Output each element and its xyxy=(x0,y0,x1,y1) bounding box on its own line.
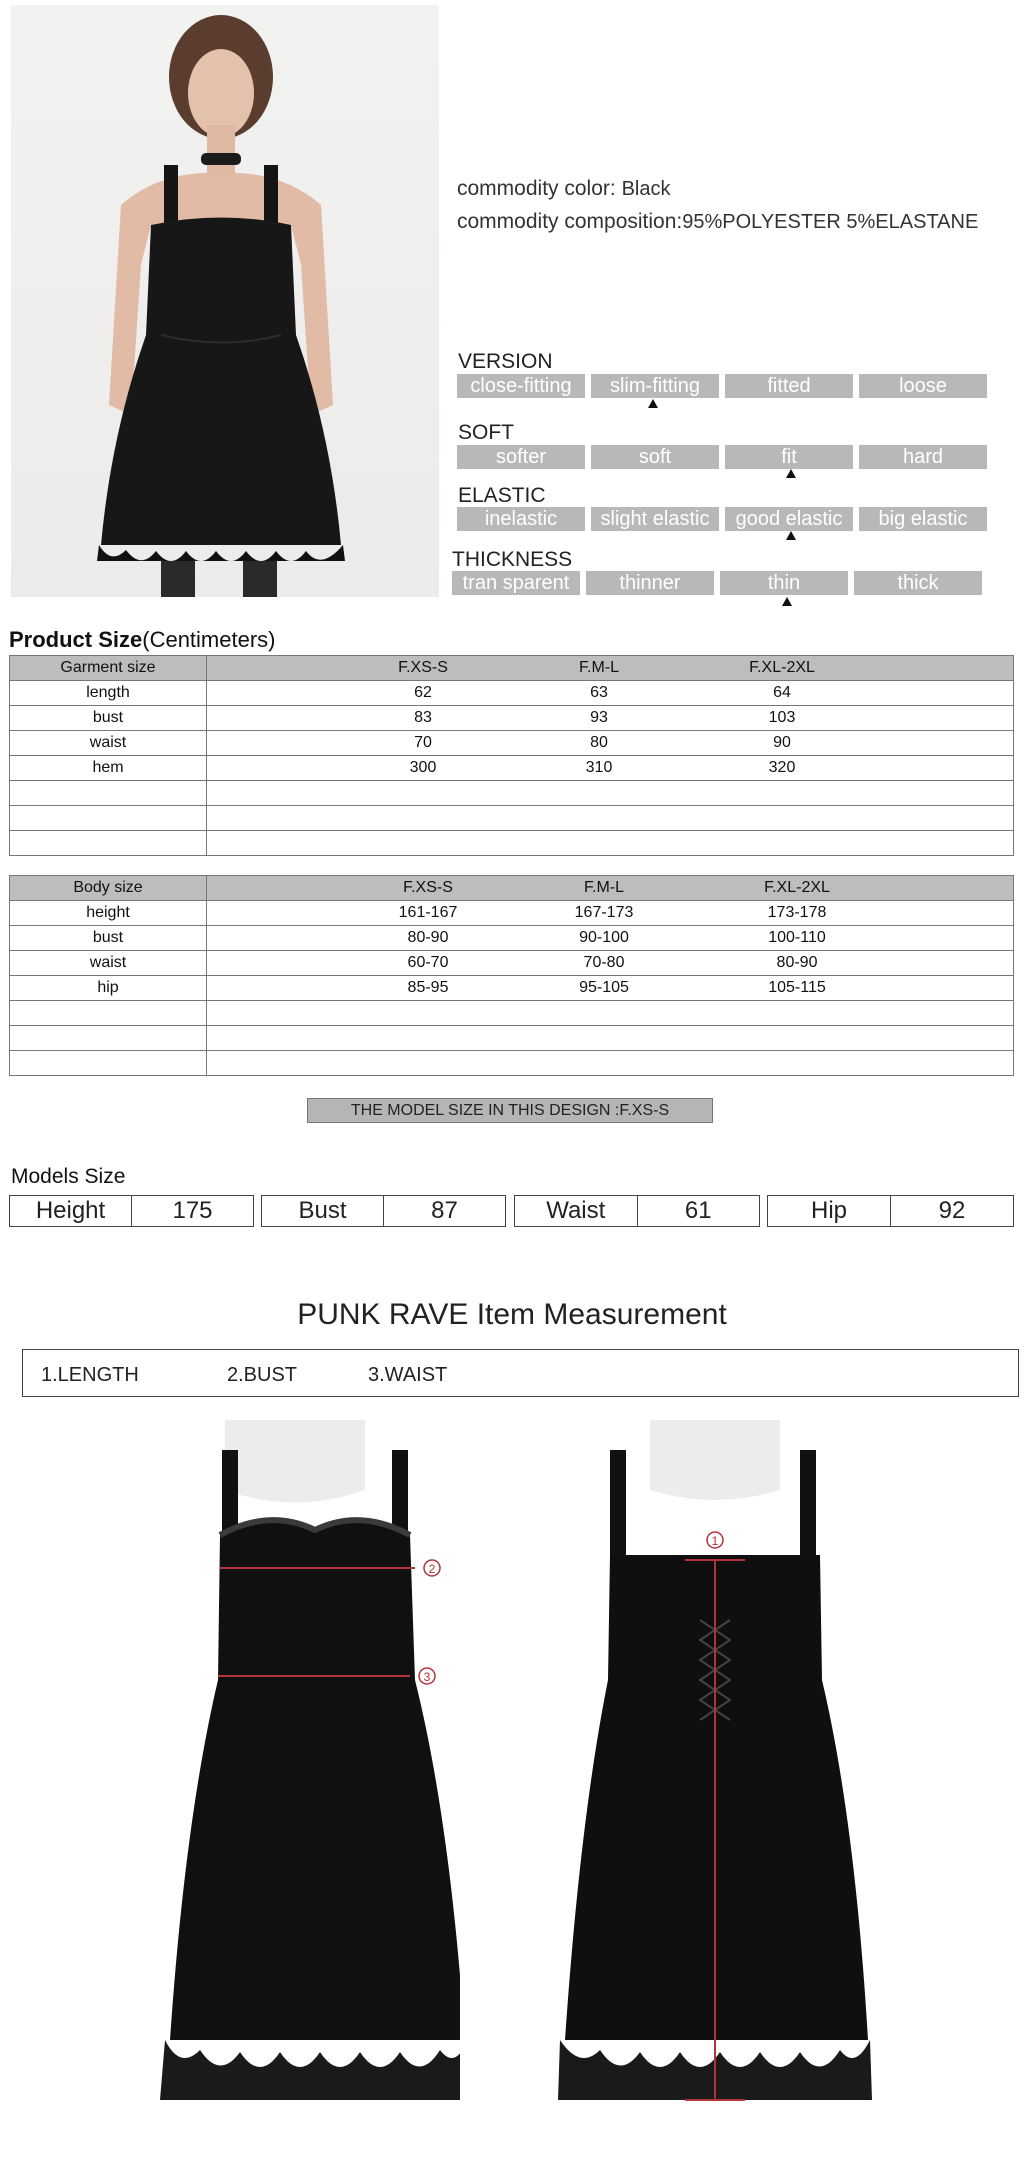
row-label: length xyxy=(10,681,207,706)
row-label: waist xyxy=(10,951,207,976)
dress-back-illustration xyxy=(550,1420,880,2140)
soft-selected-marker xyxy=(786,469,796,478)
version-option: fitted xyxy=(725,374,853,398)
cell-value: 60-70 xyxy=(407,954,449,971)
cell-value: 103 xyxy=(768,709,796,726)
product-size-unit: (Centimeters) xyxy=(142,627,276,652)
body-size-table xyxy=(9,875,1014,1076)
elastic-option: inelastic xyxy=(457,507,585,531)
model-height-value: 175 xyxy=(131,1196,253,1226)
cell-value: 62 xyxy=(414,684,432,701)
measurement-point-waist: 3.WAIST xyxy=(368,1364,448,1386)
product-size-title xyxy=(9,627,276,653)
table-row xyxy=(10,706,1014,731)
elastic-option: big elastic xyxy=(859,507,987,531)
elastic-option: good elastic xyxy=(725,507,853,531)
thickness-option: thin xyxy=(720,571,848,595)
measurement-point-bust: 2.BUST xyxy=(227,1364,298,1386)
table-row xyxy=(10,976,1014,1001)
model-height-box xyxy=(9,1195,254,1227)
length-marker: 1 xyxy=(711,1534,719,1548)
version-option: close-fitting xyxy=(457,374,585,398)
model-waist-label: Waist xyxy=(546,1197,606,1224)
cell-value: 161-167 xyxy=(398,904,458,921)
model-hip-label: Hip xyxy=(810,1197,847,1224)
cell-value: 310 xyxy=(585,759,613,776)
size-col-header: F.XS-S xyxy=(403,879,453,896)
measurement-point-length: 1.LENGTH xyxy=(41,1364,139,1386)
elastic-selected-marker xyxy=(786,531,796,540)
cell-value: 95-105 xyxy=(579,979,629,996)
cell-value: 70 xyxy=(414,734,432,751)
waist-marker: 3 xyxy=(423,1670,431,1684)
empty-row xyxy=(10,831,1014,856)
commodity-color-label: commodity color: xyxy=(457,177,616,200)
cell-value: 90-100 xyxy=(579,929,629,946)
dress-front-illustration xyxy=(130,1420,460,2140)
cell-value: 90 xyxy=(773,734,791,751)
soft-option: softer xyxy=(457,445,585,469)
empty-row xyxy=(10,1026,1014,1051)
size-col-header: F.M-L xyxy=(579,659,619,676)
cell-value: 93 xyxy=(590,709,608,726)
row-label: bust xyxy=(10,706,207,731)
elastic-option: slight elastic xyxy=(591,507,719,531)
soft-title: SOFT xyxy=(458,421,514,444)
elastic-scale xyxy=(457,507,987,531)
model-waist-box xyxy=(514,1195,760,1227)
table-header-row xyxy=(10,656,1014,681)
models-size-title: Models Size xyxy=(11,1165,126,1188)
thickness-option: thick xyxy=(854,571,982,595)
table-row xyxy=(10,926,1014,951)
soft-scale xyxy=(457,445,987,469)
soft-option: fit xyxy=(725,445,853,469)
row-label: hem xyxy=(10,756,207,781)
version-title: VERSION xyxy=(458,350,553,373)
cell-value: 63 xyxy=(590,684,608,701)
empty-row xyxy=(10,1001,1014,1026)
thickness-option: thinner xyxy=(586,571,714,595)
garment-size-header: Garment size xyxy=(10,656,207,681)
measurement-legend xyxy=(22,1349,1019,1397)
empty-row xyxy=(10,781,1014,806)
cell-value: 105-115 xyxy=(768,979,826,996)
empty-row xyxy=(10,806,1014,831)
model-illustration xyxy=(11,5,439,597)
thickness-title: THICKNESS xyxy=(452,548,573,571)
row-label: bust xyxy=(10,926,207,951)
version-selected-marker xyxy=(648,399,658,408)
cell-value: 64 xyxy=(773,684,791,701)
garment-size-table xyxy=(9,655,1014,856)
table-row xyxy=(10,901,1014,926)
cell-value: 167-173 xyxy=(574,904,634,921)
size-col-header: F.XL-2XL xyxy=(749,659,815,676)
size-col-header: F.XS-S xyxy=(398,659,448,676)
size-col-header: F.M-L xyxy=(584,879,624,896)
bust-marker: 2 xyxy=(428,1562,436,1576)
size-col-header: F.XL-2XL xyxy=(764,879,830,896)
cell-value: 80-90 xyxy=(776,954,818,971)
dress-back-view xyxy=(550,1420,880,2140)
version-scale xyxy=(457,374,987,398)
commodity-composition xyxy=(457,210,978,234)
cell-value: 300 xyxy=(409,759,437,776)
soft-option: hard xyxy=(859,445,987,469)
version-option: loose xyxy=(859,374,987,398)
cell-value: 80 xyxy=(590,734,608,751)
table-row xyxy=(10,681,1014,706)
table-row xyxy=(10,951,1014,976)
commodity-color-value: Black xyxy=(621,178,671,200)
model-hip-box xyxy=(767,1195,1014,1227)
row-label: waist xyxy=(10,731,207,756)
model-bust-label: Bust xyxy=(298,1197,347,1224)
cell-value: 70-80 xyxy=(583,954,625,971)
row-label: height xyxy=(10,901,207,926)
table-row xyxy=(10,731,1014,756)
dress-front-view xyxy=(130,1420,460,2140)
table-row xyxy=(10,756,1014,781)
cell-value: 80-90 xyxy=(407,929,449,946)
elastic-title: ELASTIC xyxy=(458,484,546,507)
model-height-label: Height xyxy=(35,1197,106,1224)
thickness-scale xyxy=(452,571,982,595)
cell-value: 173-178 xyxy=(767,904,827,921)
cell-value: 320 xyxy=(768,759,796,776)
model-size-note: THE MODEL SIZE IN THIS DESIGN :F.XS-S xyxy=(307,1098,713,1123)
table-header-row xyxy=(10,876,1014,901)
cell-value: 100-110 xyxy=(768,929,826,946)
commodity-composition-value: 95%POLYESTER 5%ELASTANE xyxy=(682,211,979,233)
model-hip-value: 92 xyxy=(890,1196,1013,1226)
model-bust-box xyxy=(261,1195,506,1227)
empty-row xyxy=(10,1051,1014,1076)
thickness-option: tran sparent xyxy=(452,571,580,595)
commodity-color xyxy=(457,177,670,201)
model-photo xyxy=(11,5,439,597)
version-option: slim-fitting xyxy=(591,374,719,398)
model-bust-value: 87 xyxy=(383,1196,505,1226)
cell-value: 83 xyxy=(414,709,432,726)
model-waist-value: 61 xyxy=(637,1196,760,1226)
row-label: hip xyxy=(10,976,207,1001)
product-size-heading: Product Size xyxy=(9,627,143,652)
cell-value: 85-95 xyxy=(407,979,449,996)
soft-option: soft xyxy=(591,445,719,469)
commodity-composition-label: commodity composition: xyxy=(457,210,683,233)
thickness-selected-marker xyxy=(782,597,792,606)
body-size-header: Body size xyxy=(10,876,207,901)
measurement-title: PUNK RAVE Item Measurement xyxy=(297,1298,727,1331)
